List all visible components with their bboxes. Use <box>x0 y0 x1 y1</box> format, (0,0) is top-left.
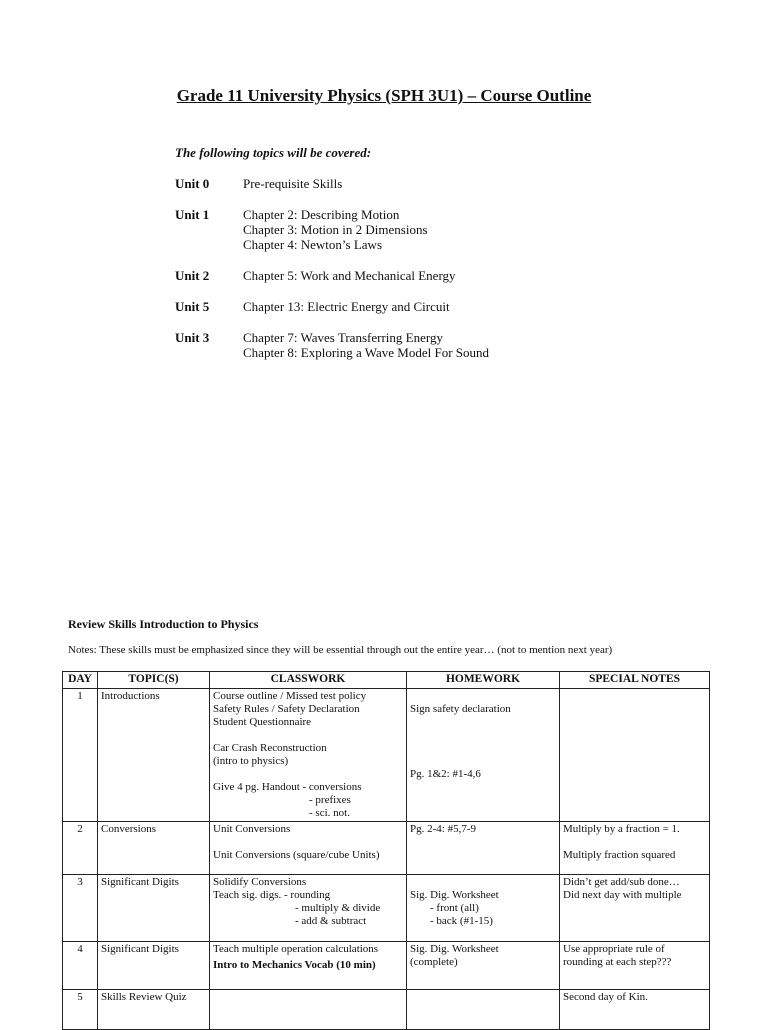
classwork-line: - sci. not. <box>309 807 350 819</box>
homework-line: - front (all) <box>430 902 479 914</box>
review-section-title: Review Skills Introduction to Physics <box>68 617 259 631</box>
unit-line: Chapter 3: Motion in 2 Dimensions <box>243 222 428 237</box>
notes-line: Second day of Kin. <box>563 991 648 1003</box>
topic-cell: Significant Digits <box>98 875 210 942</box>
unit-item <box>175 268 489 283</box>
homework-line: - back (#1-15) <box>430 915 493 927</box>
topic-cell: Skills Review Quiz <box>98 990 210 1030</box>
classwork-line: (intro to physics) <box>213 755 289 767</box>
table-header-row <box>63 672 710 689</box>
classwork-line: Solidify Conversions <box>213 876 307 888</box>
unit-line: Chapter 13: Electric Energy and Circuit <box>243 299 450 314</box>
classwork-cell <box>210 875 407 942</box>
unit-item <box>175 176 489 191</box>
notes-line: Multiply by a fraction = 1. <box>563 823 680 835</box>
classwork-line: Teach sig. digs. - rounding <box>213 889 331 901</box>
day-cell: 2 <box>63 822 98 875</box>
unit-line: Chapter 5: Work and Mechanical Energy <box>243 268 456 283</box>
classwork-line: - prefixes <box>309 794 351 806</box>
day-cell: 1 <box>63 689 98 822</box>
homework-line: Sig. Dig. Worksheet <box>410 943 499 955</box>
day-cell: 5 <box>63 990 98 1030</box>
homework-cell <box>407 689 560 822</box>
header-special-notes: SPECIAL NOTES <box>560 672 710 689</box>
notes-line: Multiply fraction squared <box>563 849 676 861</box>
notes-line: Use appropriate rule of <box>563 943 665 955</box>
review-notes: Notes: These skills must be emphasized since they will be essential through out the entire year… (not to mention next year) <box>68 644 613 656</box>
classwork-line: Unit Conversions (square/cube Units) <box>213 849 380 861</box>
unit-item <box>175 299 489 314</box>
unit-line: Pre-requisite Skills <box>243 176 343 191</box>
homework-line: Sign safety declaration <box>410 703 511 715</box>
schedule-table <box>62 671 710 1030</box>
unit-line: Chapter 7: Waves Transferring Energy <box>243 330 443 345</box>
classwork-cell <box>210 822 407 875</box>
unit-line: Chapter 2: Describing Motion <box>243 207 400 222</box>
notes-cell <box>560 689 710 822</box>
unit-label: Unit 1 <box>175 207 210 222</box>
classwork-cell <box>210 942 407 990</box>
classwork-line: Intro to Mechanics Vocab (10 min) <box>213 959 376 971</box>
classwork-line: - add & subtract <box>295 915 367 927</box>
topic-cell: Significant Digits <box>98 942 210 990</box>
day-cell: 3 <box>63 875 98 942</box>
table-row <box>63 942 710 990</box>
topic-cell: Introductions <box>98 689 210 822</box>
unit-label: Unit 0 <box>175 176 210 191</box>
unit-list <box>175 176 489 376</box>
notes-line: Did next day with multiple <box>563 889 682 901</box>
unit-label: Unit 2 <box>175 268 210 283</box>
document-title: Grade 11 University Physics (SPH 3U1) – Course Outline <box>176 86 592 105</box>
unit-item <box>175 207 489 252</box>
homework-line: Pg. 2-4: #5,7-9 <box>410 823 476 835</box>
header-homework: HOMEWORK <box>407 672 560 689</box>
classwork-line: - multiply & divide <box>295 902 381 914</box>
homework-line: Sig. Dig. Worksheet <box>410 889 499 901</box>
header-topics: TOPIC(S) <box>98 672 210 689</box>
table-row <box>63 875 710 942</box>
classwork-line: Unit Conversions <box>213 823 291 835</box>
notes-line: rounding at each step??? <box>563 956 672 968</box>
homework-line: (complete) <box>410 956 458 968</box>
unit-label: Unit 3 <box>175 330 210 345</box>
notes-cell <box>560 942 710 990</box>
classwork-line: Safety Rules / Safety Declaration <box>213 703 360 715</box>
homework-line: Pg. 1&2: #1-4,6 <box>410 768 481 780</box>
unit-line: Chapter 4: Newton’s Laws <box>243 237 383 252</box>
notes-line: Didn’t get add/sub done… <box>563 876 680 888</box>
classwork-line: Car Crash Reconstruction <box>213 742 327 754</box>
classwork-line: Teach multiple operation calculations <box>213 943 379 955</box>
homework-cell <box>407 822 560 875</box>
header-classwork: CLASSWORK <box>210 672 407 689</box>
topics-intro: The following topics will be covered: <box>175 145 372 160</box>
table-row <box>63 689 710 822</box>
unit-line: Chapter 8: Exploring a Wave Model For Sound <box>243 345 490 360</box>
classwork-line: Course outline / Missed test policy <box>213 690 367 702</box>
classwork-cell <box>210 689 407 822</box>
notes-cell <box>560 875 710 942</box>
table-row <box>63 822 710 875</box>
notes-cell <box>560 822 710 875</box>
header-day: DAY <box>63 672 98 689</box>
day-cell: 4 <box>63 942 98 990</box>
unit-item <box>175 330 489 360</box>
homework-cell <box>407 942 560 990</box>
classwork-line: Give 4 pg. Handout - conversions <box>213 781 362 793</box>
topic-cell: Conversions <box>98 822 210 875</box>
homework-cell <box>407 875 560 942</box>
unit-label: Unit 5 <box>175 299 210 314</box>
classwork-line: Student Questionnaire <box>213 716 312 728</box>
